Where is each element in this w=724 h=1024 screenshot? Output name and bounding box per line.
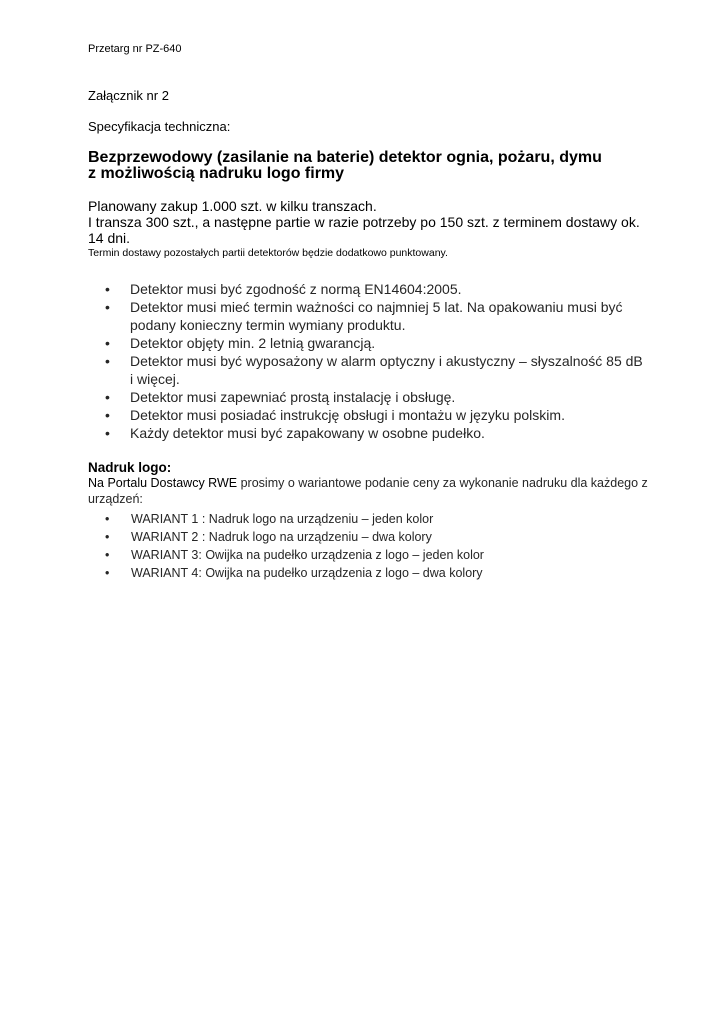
list-item: [88, 528, 648, 546]
list-item: [88, 424, 648, 442]
variant-text: WARIANT 4: Owijka na pudełko urządzenia z logo – dwa kolory: [131, 566, 483, 580]
requirement-text: Detektor musi zapewniać prostą instalację i obsługę.: [130, 389, 456, 405]
logo-print-heading: Nadruk logo:: [88, 460, 172, 475]
requirement-text: Detektor objęty min. 2 letnią gwarancją.: [130, 335, 376, 351]
requirement-text: Każdy detektor musi być zapakowany w osobne pudełko.: [130, 425, 485, 441]
bullet-icon: •: [105, 281, 110, 297]
list-item: [88, 280, 648, 298]
list-item: [88, 388, 648, 406]
requirement-text: Detektor musi być zgodność z normą EN14604:2005.: [130, 281, 462, 297]
requirement-text: Detektor musi posiadać instrukcję obsługi i montażu w języku polskim.: [130, 407, 565, 423]
list-item: [88, 298, 648, 334]
requirement-text: Detektor musi mieć termin ważności co najmniej 5 lat. Na opakowaniu musi być podany konieczny termin wymiany produktu.: [130, 299, 623, 333]
bullet-icon: •: [105, 512, 110, 526]
bullet-icon: •: [105, 548, 110, 562]
bullet-icon: •: [105, 335, 110, 351]
variant-text: WARIANT 3: Owijka na pudełko urządzenia z logo – jeden kolor: [131, 548, 484, 562]
variant-text: WARIANT 2 : Nadruk logo na urządzeniu – dwa kolory: [131, 530, 432, 544]
tender-reference: Przetarg nr PZ-640: [88, 43, 182, 55]
requirement-text: Detektor musi być wyposażony w alarm optyczny i akustyczny – słyszalność 85 dB i więcej.: [130, 353, 643, 387]
bullet-icon: •: [105, 389, 110, 405]
bullet-icon: •: [105, 353, 110, 369]
bullet-icon: •: [105, 530, 110, 544]
print-variants-list: [88, 510, 648, 582]
list-item: [88, 352, 648, 388]
list-item: [88, 510, 648, 528]
list-item: [88, 546, 648, 564]
product-title: [88, 150, 668, 182]
purchase-plan-line1: Planowany zakup 1.000 szt. w kilku transzach.: [88, 198, 377, 214]
variant-text: WARIANT 1 : Nadruk logo na urządzeniu – jeden kolor: [131, 512, 434, 526]
bullet-icon: •: [105, 407, 110, 423]
product-title-line1: Bezprzewodowy (zasilanie na baterie) detektor ognia, pożaru, dymu: [88, 149, 602, 166]
annex-label: Załącznik nr 2: [88, 88, 169, 103]
purchase-plan: [88, 198, 648, 260]
supplier-portal-mention: Na Portalu Dostawcy RWE: [88, 476, 238, 490]
list-item: [88, 334, 648, 352]
delivery-note: Termin dostawy pozostałych partii detektorów będzie dodatkowo punktowany.: [88, 247, 448, 259]
bullet-icon: •: [105, 566, 110, 580]
specification-label: Specyfikacja techniczna:: [88, 119, 231, 134]
logo-print-intro: [88, 476, 648, 507]
product-title-line2: z możliwością nadruku logo firmy: [88, 165, 345, 182]
bullet-icon: •: [105, 299, 110, 315]
logo-print-intro-text: prosimy o wariantowe podanie ceny za wykonanie nadruku dla każdego z urządzeń:: [88, 476, 648, 506]
requirements-list: [88, 280, 648, 442]
list-item: [88, 564, 648, 582]
list-item: [88, 406, 648, 424]
bullet-icon: •: [105, 425, 110, 441]
purchase-plan-line2: I transza 300 szt., a następne partie w razie potrzeby po 150 szt. z terminem dostawy ok. 14 dni.: [88, 214, 640, 246]
